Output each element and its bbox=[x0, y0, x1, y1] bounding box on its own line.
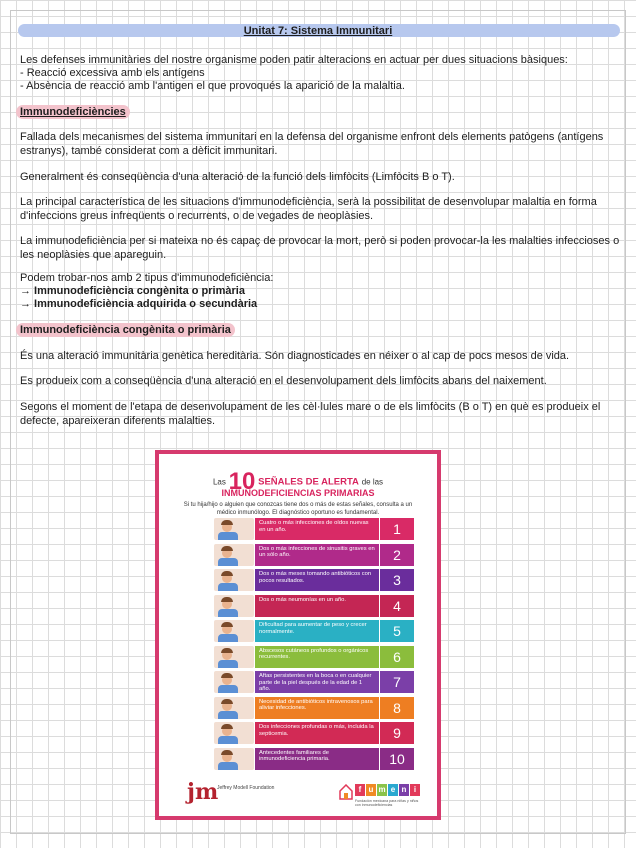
fumeni-letter: u bbox=[366, 784, 376, 796]
warning-sign-number: 2 bbox=[380, 544, 414, 566]
warning-sign-number: 7 bbox=[380, 671, 414, 693]
warning-sign-row bbox=[214, 569, 414, 591]
child-illustration bbox=[214, 697, 254, 719]
child-illustration bbox=[214, 646, 254, 668]
warning-sign-number: 6 bbox=[380, 646, 414, 668]
warning-sign-number: 8 bbox=[380, 697, 414, 719]
page-title: Unitat 7: Sistema Immunitari bbox=[243, 25, 393, 37]
warning-sign-text: Dos o más meses tomando antibióticos con pocos resultados. bbox=[255, 569, 379, 591]
paragraph: Generalment és conseqüència d'una alteració de la funció dels limfòcits (Limfòcits B o T). bbox=[20, 171, 455, 183]
paragraph: Segons el moment de l'etapa de desenvolupament de les cèl·lules mare o de els limfòcits (B o T) en què es produeix el defecte, apareixeran diferents malalties. bbox=[20, 401, 601, 427]
warning-sign-row bbox=[214, 748, 414, 770]
warning-sign-text: Dos o más infecciones de sinusitis graves en un sólo año. bbox=[255, 544, 379, 566]
fumeni-letter: m bbox=[378, 785, 386, 794]
poster-title: Las 10 SEÑALES DE ALERTA de las bbox=[212, 468, 384, 495]
poster-intro: Si tu hija/hijo o alguien que conozcas tiene dos o más de estas señales, consulta a un médico inmunólogo. El diagnóstico oportuno es fundamental. bbox=[183, 502, 413, 516]
type-item: → Immunodeficiència congènita o primària bbox=[20, 285, 245, 297]
child-illustration bbox=[214, 620, 254, 642]
fumeni-letter: e bbox=[388, 784, 398, 796]
child-illustration bbox=[214, 595, 254, 617]
warning-sign-number: 4 bbox=[380, 595, 414, 617]
section-heading-congenital: Immunodeficiència congènita o primària bbox=[16, 323, 235, 337]
child-illustration bbox=[214, 722, 254, 744]
child-illustration bbox=[214, 518, 254, 540]
paragraph: La immunodeficiència per si mateixa no és capaç de provocar la mort, però si poden provocar-la les malalties infeccioses o les neoplàsies que apareguin. bbox=[20, 235, 620, 261]
jeffrey-modell-logo: jm Jeffrey Modell Foundation bbox=[187, 779, 275, 805]
fumeni-letter: i bbox=[410, 784, 420, 796]
warning-sign-row bbox=[214, 697, 414, 719]
warning-sign-text: Antecedentes familiares de inmunodeficiencia primaria. bbox=[255, 748, 379, 770]
warning-sign-text: Dos infecciones profundas o más, incluida la septicemia. bbox=[255, 722, 379, 744]
fumeni-letter: f bbox=[355, 784, 365, 796]
fumeni-logo: f u m e n i Fundación mexicana para niñas y niños con inmunodeficiencias bbox=[339, 780, 421, 810]
intro-line-2: - Reacció excessiva amb els antígens bbox=[20, 67, 205, 79]
warning-sign-number: 9 bbox=[380, 722, 414, 744]
intro-line-1: Les defenses immunitàries del nostre organisme poden patir alteracions en actuar per dues situacions bàsiques: bbox=[20, 54, 568, 66]
warning-sign-row bbox=[214, 518, 414, 540]
warning-sign-row bbox=[214, 671, 414, 693]
warning-sign-row bbox=[214, 620, 414, 642]
house-icon bbox=[339, 784, 353, 800]
foundation-name: Jeffrey Modell Foundation bbox=[217, 785, 275, 791]
paragraph: És una alteració immunitària genètica hereditària. Són diagnosticades en néixer o al cap de pocs mesos de vida. bbox=[20, 350, 570, 362]
child-illustration bbox=[214, 671, 254, 693]
warning-sign-row bbox=[214, 722, 414, 744]
warning-sign-number: 3 bbox=[380, 569, 414, 591]
warning-sign-row bbox=[214, 646, 414, 668]
warning-sign-number: 1 bbox=[380, 518, 414, 540]
section-heading-immunodeficiencies: Immunodeficiències bbox=[16, 105, 130, 119]
type-item: → Immunodeficiència adquirida o secundària bbox=[20, 298, 258, 310]
paragraph: Podem trobar-nos amb 2 tipus d'immunodeficiència: bbox=[20, 272, 274, 284]
warning-sign-text: Aftas persistentes en la boca o en cualquier parte de la piel después de la edad de 1 año. bbox=[255, 671, 379, 693]
paragraph: Es produeix com a conseqüència d'una alteració en el desenvolupament dels limfòcits abans del naixement. bbox=[20, 375, 547, 387]
warning-sign-text: Abscesos cutáneos profundos o orgánicos recurrentes. bbox=[255, 646, 379, 668]
child-illustration bbox=[214, 544, 254, 566]
warning-sign-text: Necesidad de antibióticos intravenosos para aliviar infecciones. bbox=[255, 697, 379, 719]
warning-sign-number: 10 bbox=[380, 748, 414, 770]
warning-sign-text: Dos o más neumonías en un año. bbox=[255, 595, 379, 617]
intro-line-3: - Absència de reacció amb l'antigen el que provoqués la aparició de la malaltia. bbox=[20, 80, 405, 92]
child-illustration bbox=[214, 569, 254, 591]
warning-sign-row bbox=[214, 544, 414, 566]
paragraph: La principal característica de les situacions d'immunodeficiència, serà la possibilitat de desenvolupar malaltia en forma d'infeccions greus infreqüents o recurrents, o de vegades de neoplàsies. bbox=[20, 196, 597, 222]
warning-sign-text: Dificultad para aumentar de peso y crecer normalmente. bbox=[255, 620, 379, 642]
fumeni-letter: n bbox=[399, 784, 409, 796]
child-illustration bbox=[214, 748, 254, 770]
warning-sign-number: 5 bbox=[380, 620, 414, 642]
poster-subtitle: INMUNODEFICIENCIAS PRIMARIAS bbox=[221, 488, 375, 498]
warning-sign-text: Cuatro o más infecciones de oídos nuevas en un año. bbox=[255, 518, 379, 540]
warning-signs-poster bbox=[155, 450, 441, 820]
warning-sign-row bbox=[214, 595, 414, 617]
paragraph: Fallada dels mecanismes del sistema immunitari en la defensa del organisme enfront dels elements patògens (antígens estranys), també considerat com a dèficit immunitari. bbox=[20, 131, 604, 157]
